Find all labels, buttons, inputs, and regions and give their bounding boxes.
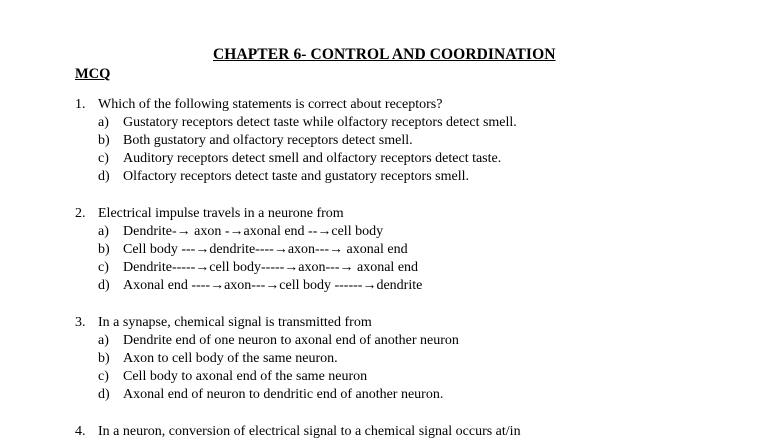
option-letter: a) — [98, 224, 109, 239]
question-stem — [75, 96, 517, 114]
option-b — [75, 132, 517, 150]
option-d — [75, 386, 459, 404]
option-c — [75, 368, 459, 386]
option-letter: a) — [98, 333, 109, 348]
option-b — [75, 350, 459, 368]
option-text: Cell body to axonal end of the same neuron — [123, 369, 368, 384]
option-d — [75, 277, 422, 295]
question-text: Which of the following statements is correct about receptors? — [98, 97, 443, 112]
option-letter: d) — [98, 387, 110, 402]
option-text: Gustatory receptors detect taste while olfactory receptors detect smell. — [123, 115, 517, 130]
option-letter: c) — [98, 369, 109, 384]
option-text: Dendrite-----→cell body-----→axon---→ axonal end — [123, 260, 419, 275]
question-stem — [75, 205, 422, 223]
option-text: Dendrite-→ axon -→axonal end --→cell body — [123, 224, 384, 239]
option-text: Dendrite end of one neuron to axonal end of another neuron — [123, 333, 459, 348]
question-number: 3. — [75, 315, 86, 330]
question-4 — [75, 423, 521, 441]
option-c — [75, 150, 517, 168]
question-text: Electrical impulse travels in a neurone from — [98, 206, 344, 221]
option-letter: d) — [98, 169, 110, 184]
option-text: Olfactory receptors detect taste and gustatory receptors smell. — [123, 169, 469, 184]
chapter-title: CHAPTER 6- CONTROL AND COORDINATION — [213, 46, 556, 63]
question-text: In a synapse, chemical signal is transmitted from — [98, 315, 372, 330]
option-letter: a) — [98, 115, 109, 130]
option-a — [75, 332, 459, 350]
question-text: In a neuron, conversion of electrical signal to a chemical signal occurs at/in — [98, 424, 521, 439]
option-text: Auditory receptors detect smell and olfactory receptors detect taste. — [123, 151, 502, 166]
option-text: Cell body ---→dendrite----→axon---→ axonal end — [123, 242, 408, 257]
option-a — [75, 114, 517, 132]
question-1 — [75, 96, 517, 186]
option-letter: b) — [98, 351, 110, 366]
option-d — [75, 168, 517, 186]
option-b — [75, 241, 422, 259]
question-number: 4. — [75, 424, 86, 439]
option-letter: b) — [98, 133, 110, 148]
option-text: Axon to cell body of the same neuron. — [123, 351, 338, 366]
option-letter: c) — [98, 260, 109, 275]
question-2 — [75, 205, 422, 295]
option-text: Axonal end ----→axon---→cell body ------→dendrite — [123, 278, 423, 293]
option-letter: b) — [98, 242, 110, 257]
question-number: 1. — [75, 97, 86, 112]
section-heading: MCQ — [75, 66, 111, 82]
question-stem — [75, 314, 459, 332]
question-stem — [75, 423, 521, 441]
question-3 — [75, 314, 459, 404]
option-c — [75, 259, 422, 277]
option-text: Both gustatory and olfactory receptors detect smell. — [123, 133, 413, 148]
question-number: 2. — [75, 206, 86, 221]
option-a — [75, 223, 422, 241]
option-letter: c) — [98, 151, 109, 166]
option-letter: d) — [98, 278, 110, 293]
option-text: Axonal end of neuron to dendritic end of another neuron. — [123, 387, 444, 402]
